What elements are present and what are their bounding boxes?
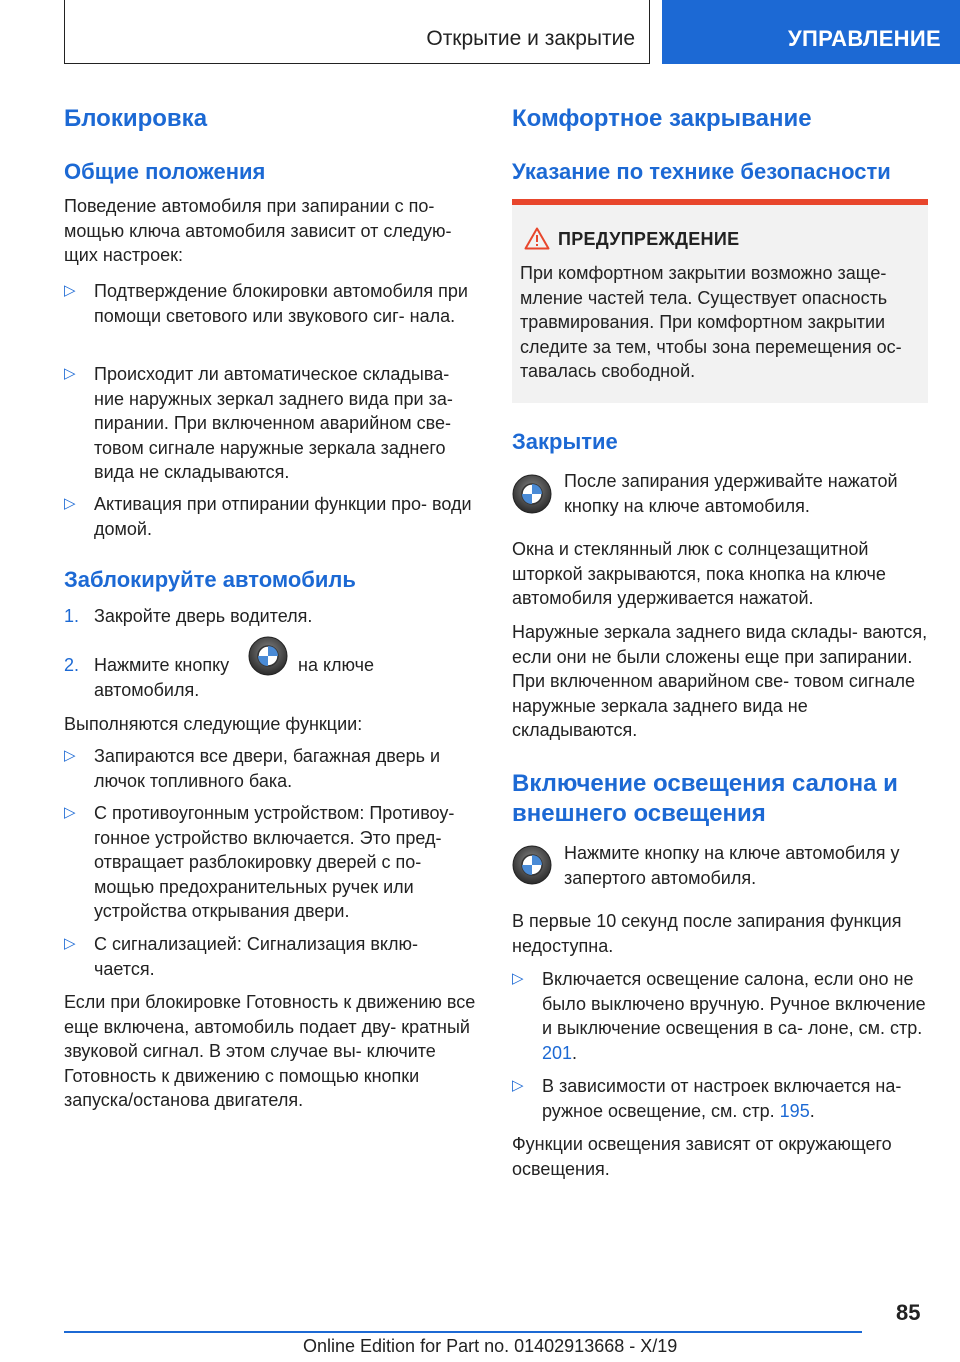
list-item-text-body: Включается освещение салона, если оно не было выключено вручную. Ручное включение и выключение освещения в са- лоне, см. стр. bbox=[542, 969, 926, 1038]
header-section-box bbox=[64, 0, 650, 64]
step-number: 2. bbox=[64, 655, 80, 675]
triangle-bullet-icon: ▷ bbox=[512, 1077, 524, 1094]
paragraph-10-seconds: В первые 10 секунд после запирания функция недоступна. bbox=[512, 911, 902, 956]
bmw-key-icon bbox=[248, 636, 288, 676]
list-item bbox=[64, 744, 478, 794]
list-item-text: В зависимости от настроек включается на- ружное освещение, см. стр. 195. bbox=[542, 1076, 902, 1121]
paragraph-light-key: Нажмите кнопку на ключе автомобиля у запертого автомобиля. bbox=[564, 843, 900, 888]
triangle-bullet-icon: ▷ bbox=[512, 970, 524, 987]
warning-title: ПРЕДУПРЕЖДЕНИЕ bbox=[558, 229, 740, 249]
bmw-key-icon bbox=[512, 474, 552, 514]
heading-general: Общие положения bbox=[64, 159, 266, 184]
heading-lighting-1: Включение освещения салона и bbox=[512, 770, 898, 797]
warning-triangle-icon bbox=[524, 227, 550, 250]
paragraph-readiness: Если при блокировке Готовность к движению все еще включена, автомобиль подает дву- кратный звуковой сигнал. В этом случае вы- ключите Готовность к движению с помощью кнопки запуска/останова двигателя. bbox=[64, 992, 476, 1110]
step-text-part: Нажмите кнопку bbox=[94, 655, 230, 675]
step-item bbox=[64, 604, 478, 630]
paragraph-close-key: После запирания удерживайте нажатой кнопку на ключе автомобиля. bbox=[564, 471, 898, 516]
heading-lock-car: Заблокируйте автомобиль bbox=[64, 567, 356, 592]
list-item-text: С противоугонным устройством: Противоу- гонное устройство включается. Это пред- отвращает разблокировку дверей с по- мощью предохранительных ручек или устройства открывания двери. bbox=[94, 803, 455, 921]
list-item-text: Подтверждение блокировки автомобиля при помощи светового или звукового сиг- нала. bbox=[94, 281, 468, 326]
list-item bbox=[512, 967, 928, 1067]
list-item bbox=[64, 801, 478, 925]
triangle-bullet-icon: ▷ bbox=[64, 804, 76, 821]
list-item-text: Активация при отпирании функции про- води домой. bbox=[94, 494, 472, 539]
warning-text: При комфортном закрытии возможно заще- мление частей тела. Существует опасность травмирования. При комфортном закрытии следите за тем, чтобы зона перемещения ос- тавалась свободной. bbox=[520, 263, 902, 381]
list-item-text: Запираются все двери, багажная дверь и лючок топливного бака. bbox=[94, 746, 441, 791]
list-item-text: С сигнализацией: Сигнализация вклю- чается. bbox=[94, 934, 418, 979]
list-item-text: Включается освещение салона, если оно не было выключено вручную. Ручное включение и выключение освещения в са- лоне, см. стр. 201. bbox=[542, 969, 926, 1063]
page-link-201[interactable]: 201 bbox=[542, 1042, 573, 1063]
footer-edition: Online Edition for Part no. 01402913668 - X/19 bbox=[303, 1336, 678, 1356]
paragraph-mirrors: Наружные зеркала заднего вида склады- ваются, если они не были сложены еще при запирании. При включенном аварийном све- товом сигнале наружные зеркала заднего вида не складываются. bbox=[512, 622, 928, 740]
step-text: Закройте дверь водителя. bbox=[94, 606, 313, 626]
list-item-text: Происходит ли автоматическое складыва- ние наружных зеркал заднего вида при за- пирании. При включенном аварийном све- товом сигнале наружные зеркала заднего вида не складываются. bbox=[94, 364, 453, 482]
list-item bbox=[64, 932, 478, 982]
triangle-bullet-icon: ▷ bbox=[64, 365, 76, 382]
paragraph-light-depend: Функции освещения зависят от окружающего освещения. bbox=[512, 1134, 892, 1179]
list-item bbox=[64, 492, 478, 542]
page-link-195[interactable]: 195 bbox=[779, 1100, 810, 1121]
step-text-part: автомобиля. bbox=[94, 680, 200, 700]
list-item bbox=[64, 279, 478, 353]
list-item bbox=[64, 362, 478, 486]
page-number: 85 bbox=[896, 1300, 921, 1325]
bmw-key-icon bbox=[512, 845, 552, 885]
triangle-bullet-icon: ▷ bbox=[64, 282, 76, 299]
warning-box bbox=[512, 199, 928, 403]
heading-lighting-2: внешнего освещения bbox=[512, 800, 766, 827]
footer-divider bbox=[64, 1331, 862, 1333]
paragraph-functions: Выполняются следующие функции: bbox=[64, 714, 363, 734]
heading-comfort-close: Комфортное закрывание bbox=[512, 105, 812, 132]
header-chapter-tab[interactable] bbox=[662, 0, 960, 64]
step-text-part: на ключе bbox=[298, 655, 375, 675]
list-item bbox=[512, 1074, 928, 1124]
triangle-bullet-icon: ▷ bbox=[64, 495, 76, 512]
list-item-text-body: В зависимости от настроек включается на- ружное освещение, см. стр. bbox=[542, 1076, 902, 1121]
header-chapter-label: УПРАВЛЕНИЕ bbox=[788, 26, 941, 51]
heading-closing: Закрытие bbox=[512, 429, 618, 454]
header-section-title: Открытие и закрытие bbox=[426, 27, 635, 50]
heading-safety: Указание по технике безопасности bbox=[512, 159, 891, 184]
heading-lock: Блокировка bbox=[64, 105, 208, 132]
triangle-bullet-icon: ▷ bbox=[64, 747, 76, 764]
paragraph-windows: Окна и стеклянный люк с солнцезащитной шторкой закрываются, пока кнопка на ключе автомобиля удерживается нажатой. bbox=[512, 539, 886, 608]
step-number: 1. bbox=[64, 606, 80, 626]
paragraph-intro: Поведение автомобиля при запирании с по- мощью ключа автомобиля зависит от следую- щих настроек: bbox=[64, 196, 452, 265]
triangle-bullet-icon: ▷ bbox=[64, 935, 76, 952]
